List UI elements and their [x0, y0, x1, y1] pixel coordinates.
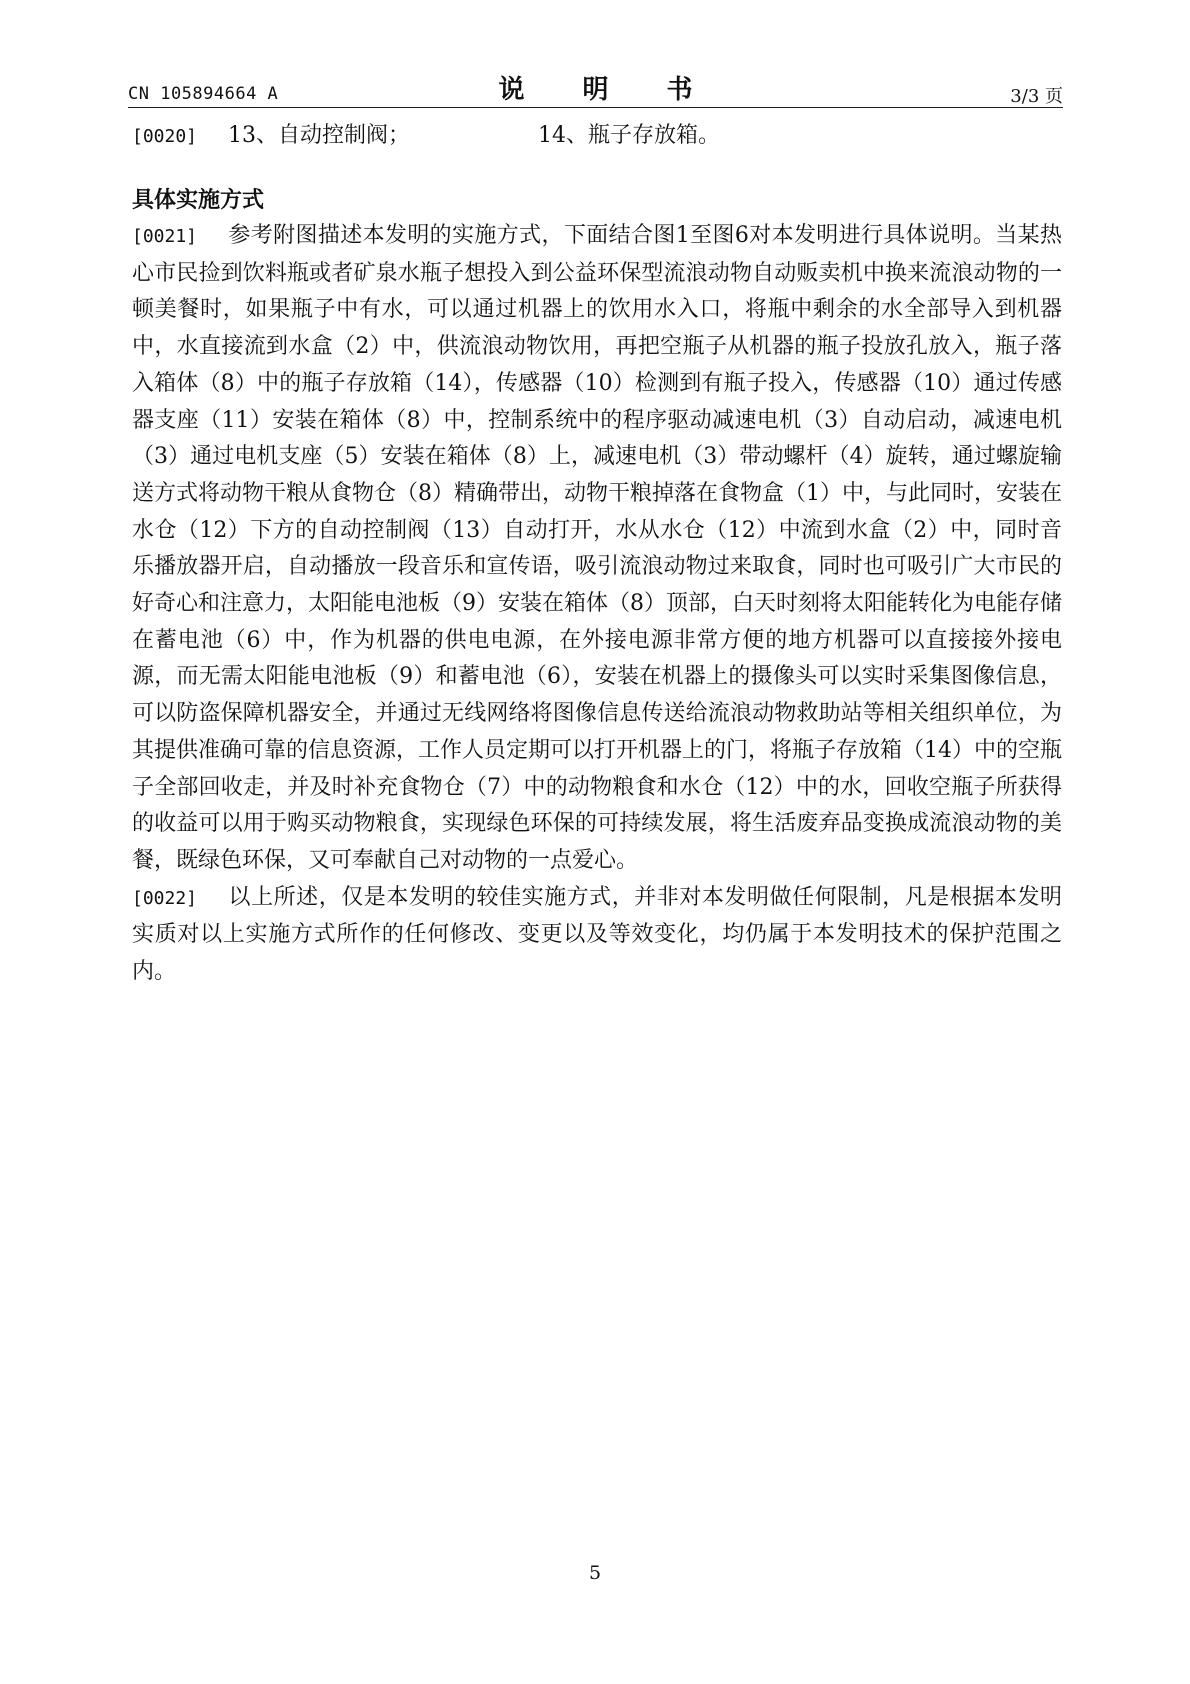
- list-item-13: 13、自动控制阀；: [228, 123, 410, 148]
- list-item-14: 14、瓶子存放箱。: [538, 123, 720, 148]
- paragraph-number: [0020]: [132, 126, 198, 147]
- paragraph-number: [0022]: [132, 887, 198, 909]
- patent-number: CN 105894664 A: [128, 84, 279, 104]
- paragraph-number: [0021]: [132, 226, 198, 247]
- page-header: [128, 66, 1063, 106]
- paragraph-0020: [132, 118, 1062, 154]
- page-count: 3/3 页: [1010, 86, 1063, 107]
- header-divider: [128, 107, 1063, 108]
- section-heading: 具体实施方式: [132, 188, 265, 213]
- page-number: 5: [588, 1562, 602, 1584]
- paragraph-text: 以上所述，仅是本发明的较佳实施方式，并非对本发明做任何限制，凡是根据本发明实质对以上实施方式所作的任何修改、变更以及等效变化，均仍属于本发明技术的保护范围之内。: [132, 884, 1062, 985]
- paragraph-text: 参考附图描述本发明的实施方式，下面结合图1至图6对本发明进行具体说明。当某热心市民捡到饮料瓶或者矿泉水瓶子想投入到公益环保型流浪动物自动贩卖机中换来流浪动物的一顿美餐时，如果瓶子中有水，可以通过机器上的饮用水入口，将瓶中剩余的水全部导入到机器中，水直接流到水盒（2）中，供流浪动物饮用，再把空瓶子从机器的瓶子投放孔放入，瓶子落入箱体（8）中的瓶子存放箱（14），传感器（10）检测到有瓶子投入，传感器（10）通过传感器支座（11）安装在箱体（8）中，控制系统中的程序驱动减速电机（3）自动启动，减速电机（3）通过电机支座（5）安装在箱体（8）上，减速电机（3）带动螺杆（4）旋转，通过螺旋输送方式将动物干粮从食物仓（8）精确带出，动物干粮掉落在食物盒（1）中，与此同时，安装在水仓（12）下方的自动控制阀（13）自动打开，水从水仓（12）中流到水盒（2）中，同时音乐播放器开启，自动播放一段音乐和宣传语，吸引流浪动物过来取食，同时也可吸引广大市民的好奇心和注意力，太阳能电池板（9）安装在箱体（8）顶部，白天时刻将太阳能转化为电能存储在蓄电池（6）中，作为机器的供电电源，在外接电源非常方便的地方机器可以直接接外接电源，而无需太阳能电池板（9）和蓄电池（6），安装在机器上的摄像头可以实时采集图像信息，可以防盗保障机器安全，并通过无线网络将图像信息传送给流浪动物救助站等相关组织单位，为其提供准确可靠的信息资源，工作人员定期可以打开机器上的门，将瓶子存放箱（14）中的空瓶子全部回收走，并及时补充食物仓（7）中的动物粮食和水仓（12）中的水，回收空瓶子所获得的收益可以用于购买动物粮食，实现绿色环保的可持续发展，将生活废弃品变换成流浪动物的美餐，既绿色环保，又可奉献自己对动物的一点爱心。: [132, 223, 1062, 873]
- document-title: 说 明 书: [498, 75, 709, 105]
- paragraph-0021: [132, 218, 1062, 880]
- document-body: [132, 118, 1062, 991]
- paragraph-0022: [132, 880, 1062, 991]
